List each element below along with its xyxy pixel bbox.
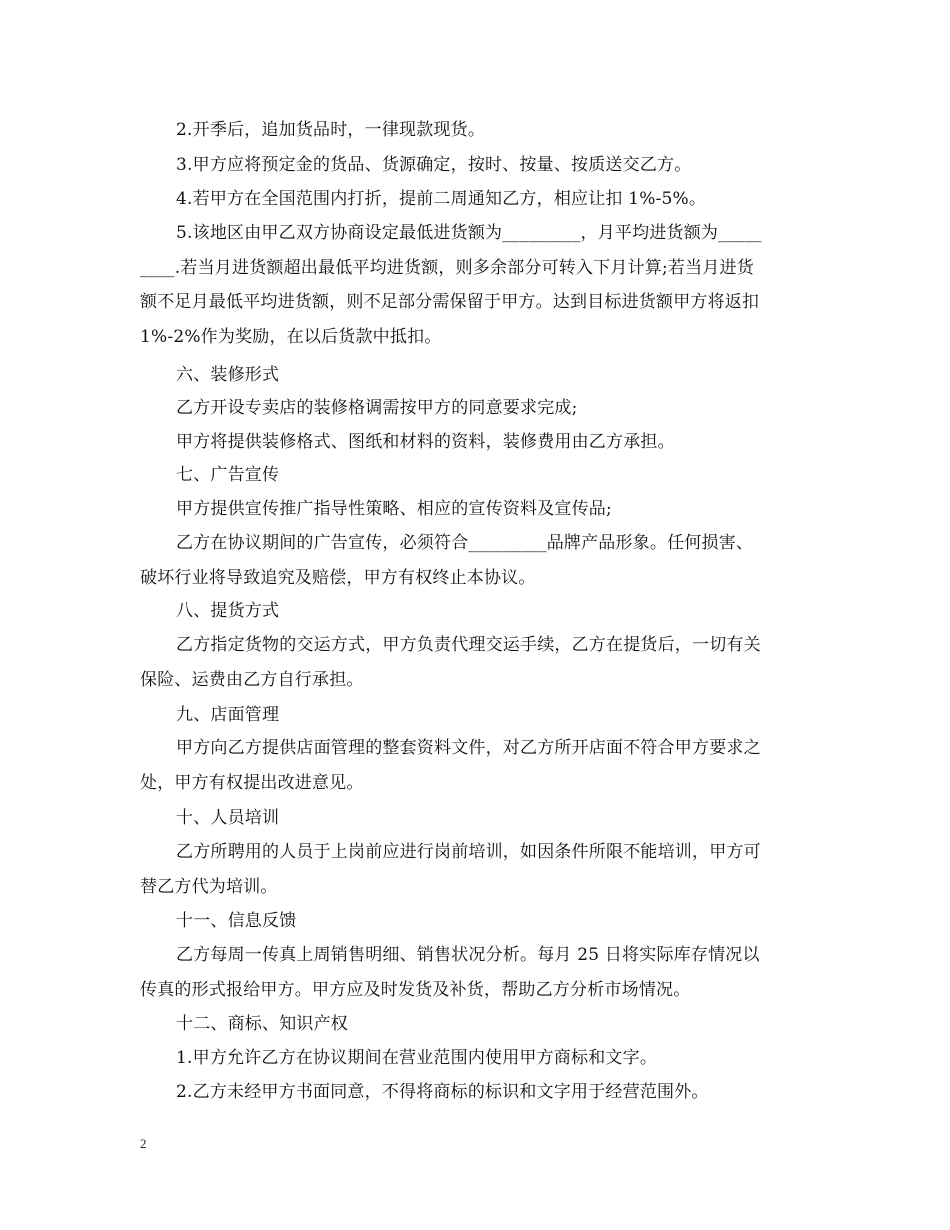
text-line: 甲方向乙方提供店面管理的整套资料文件，对乙方所开店面不符合甲方要求之 [176, 738, 761, 758]
section-heading: 九、店面管理 [176, 705, 280, 725]
section-heading: 十二、商标、知识产权 [176, 1014, 348, 1034]
text-line: 额不足月最低平均进货额，则不足部分需保留于甲方。达到目标进货额甲方将返扣 [140, 292, 760, 312]
text-line: 3.甲方应将预定金的货品、货源确定，按时、按量、按质送交乙方。 [176, 155, 692, 175]
text-line: 破坏行业将导致追究及赔偿，甲方有权终止本协议。 [140, 568, 536, 588]
section-heading: 十一、信息反馈 [176, 911, 297, 931]
text-line: 乙方开设专卖店的装修格调需按甲方的同意要求完成; [176, 398, 578, 418]
text-line: 5.该地区由甲乙双方协商设定最低进货额为_________，月平均进货额为_____ [176, 223, 762, 243]
text-line: 替乙方代为培训。 [140, 877, 278, 897]
text-line: 甲方提供宣传推广指导性策略、相应的宣传资料及宣传品; [176, 499, 612, 519]
section-heading: 八、提货方式 [176, 601, 280, 621]
text-line: 2.开季后，追加货品时，一律现款现货。 [176, 120, 486, 140]
text-line: 传真的形式报给甲方。甲方应及时发货及补货，帮助乙方分析市场情况。 [140, 980, 691, 1000]
section-heading: 六、装修形式 [176, 365, 280, 385]
text-line: 4.若甲方在全国范围内打折，提前二周通知乙方，相应让扣 1%-5%。 [176, 189, 707, 209]
text-line: 乙方每周一传真上周销售明细、销售状况分析。每月 25 日将实际库存情况以 [176, 945, 760, 965]
text-line: 1.甲方允许乙方在协议期间在营业范围内使用甲方商标和文字。 [176, 1048, 658, 1068]
page-number: 2 [140, 1136, 147, 1151]
text-line: 乙方指定货物的交运方式，甲方负责代理交运手续，乙方在提货后，一切有关 [176, 635, 761, 655]
section-heading: 十、人员培训 [176, 808, 280, 828]
text-line: 保险、运费由乙方自行承担。 [140, 670, 364, 690]
text-line: 1%-2%作为奖励，在以后货款中抵扣。 [140, 327, 442, 347]
text-line: 乙方在协议期间的广告宣传，必须符合_________品牌产品形象。任何损害、 [176, 533, 754, 553]
text-line: ____.若当月进货额超出最低平均进货额，则多余部分可转入下月计算;若当月进货 [140, 258, 754, 278]
text-line: 乙方所聘用的人员于上岗前应进行岗前培训，如因条件所限不能培训，甲方可 [176, 842, 761, 862]
text-line: 2.乙方未经甲方书面同意，不得将商标的标识和文字用于经营范围外。 [176, 1082, 709, 1102]
text-line: 甲方将提供装修格式、图纸和材料的资料，装修费用由乙方承担。 [176, 432, 675, 452]
text-line: 处，甲方有权提出改进意见。 [140, 773, 364, 793]
section-heading: 七、广告宣传 [176, 465, 280, 485]
